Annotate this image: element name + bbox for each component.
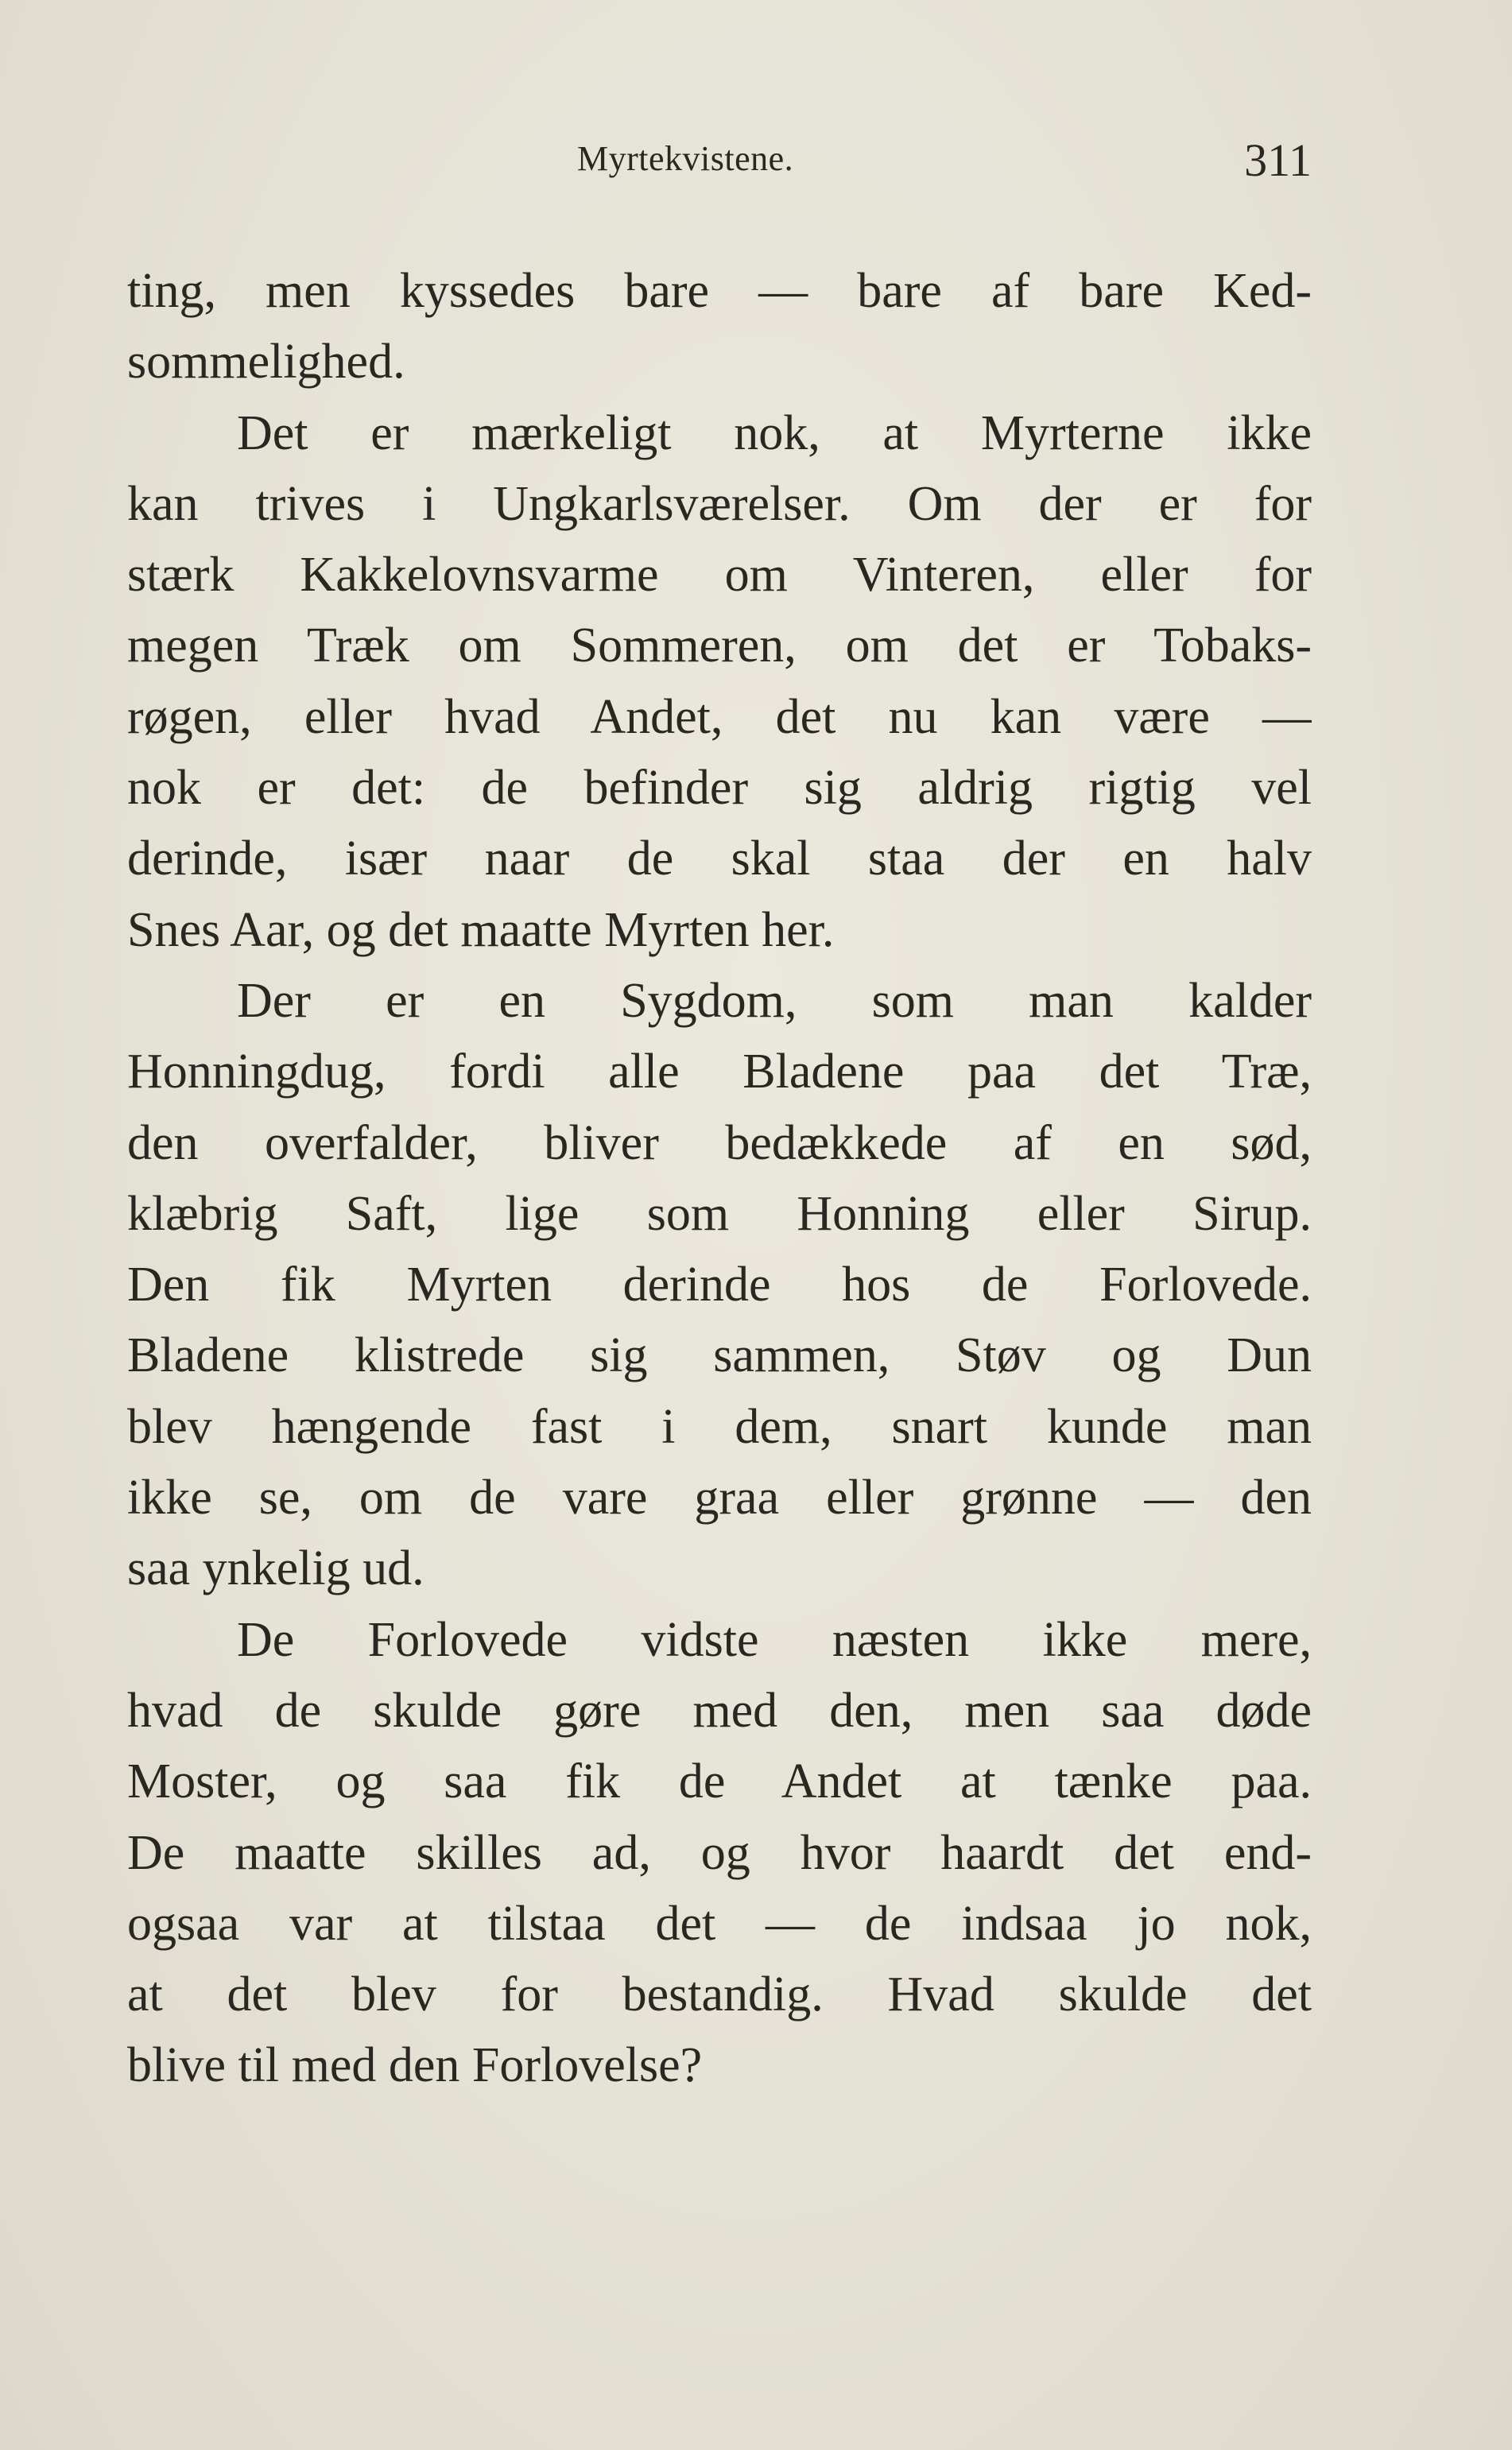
- text-line: Honningdug, fordi alle Bladene paa det Træ,: [127, 1045, 1312, 1099]
- text-line: De maatte skilles ad, og hvor haardt det end-: [127, 1825, 1312, 1880]
- text-line: hvad de skulde gøre med den, men saa døde: [127, 1683, 1312, 1738]
- page-header: [127, 134, 1312, 197]
- text-line: ikke se, om de vare graa eller grønne — den: [127, 1471, 1312, 1525]
- page-number: 311: [1244, 134, 1312, 186]
- text-line: De Forlovede vidste næsten ikke mere,: [237, 1612, 1312, 1667]
- text-line: ting, men kyssedes bare — bare af bare Ked-: [127, 264, 1312, 318]
- text-line: Der er en Sygdom, som man kalder: [237, 973, 1312, 1028]
- text-line: røgen, eller hvad Andet, det nu kan være —: [127, 689, 1312, 744]
- body-text: [127, 256, 1312, 2102]
- text-line: blive til med den Forlovelse?: [127, 2038, 703, 2093]
- text-line: Snes Aar, og det maatte Myrten her.: [127, 902, 835, 957]
- text-line: megen Træk om Sommeren, om det er Tobaks-: [127, 618, 1312, 673]
- text-line: nok er det: de befinder sig aldrig rigtig vel: [127, 761, 1312, 816]
- text-line: Den fik Myrten derinde hos de Forlovede.: [127, 1258, 1312, 1312]
- text-line: Det er mærkeligt nok, at Myrterne ikke: [237, 405, 1312, 460]
- text-line: saa ynkelig ud.: [127, 1541, 425, 1596]
- text-line: ogsaa var at tilstaa det — de indsaa jo nok,: [127, 1896, 1312, 1951]
- text-line: derinde, især naar de skal staa der en halv: [127, 832, 1312, 886]
- text-line: sommelighed.: [127, 335, 405, 390]
- text-line: Bladene klistrede sig sammen, Støv og Dun: [127, 1328, 1312, 1383]
- text-line: blev hængende fast i dem, snart kunde man: [127, 1399, 1312, 1454]
- text-line: den overfalder, bliver bedækkede af en sød,: [127, 1115, 1312, 1170]
- text-line: kan trives i Ungkarlsværelser. Om der er for: [127, 476, 1312, 531]
- text-line: stærk Kakkelovnsvarme om Vinteren, eller for: [127, 548, 1312, 603]
- running-title: Myrtekvistene.: [577, 139, 794, 178]
- text-line: klæbrig Saft, lige som Honning eller Sirup.: [127, 1186, 1312, 1241]
- text-line: at det blev for bestandig. Hvad skulde det: [127, 1967, 1312, 2022]
- text-line: Moster, og saa fik de Andet at tænke paa.: [127, 1754, 1312, 1809]
